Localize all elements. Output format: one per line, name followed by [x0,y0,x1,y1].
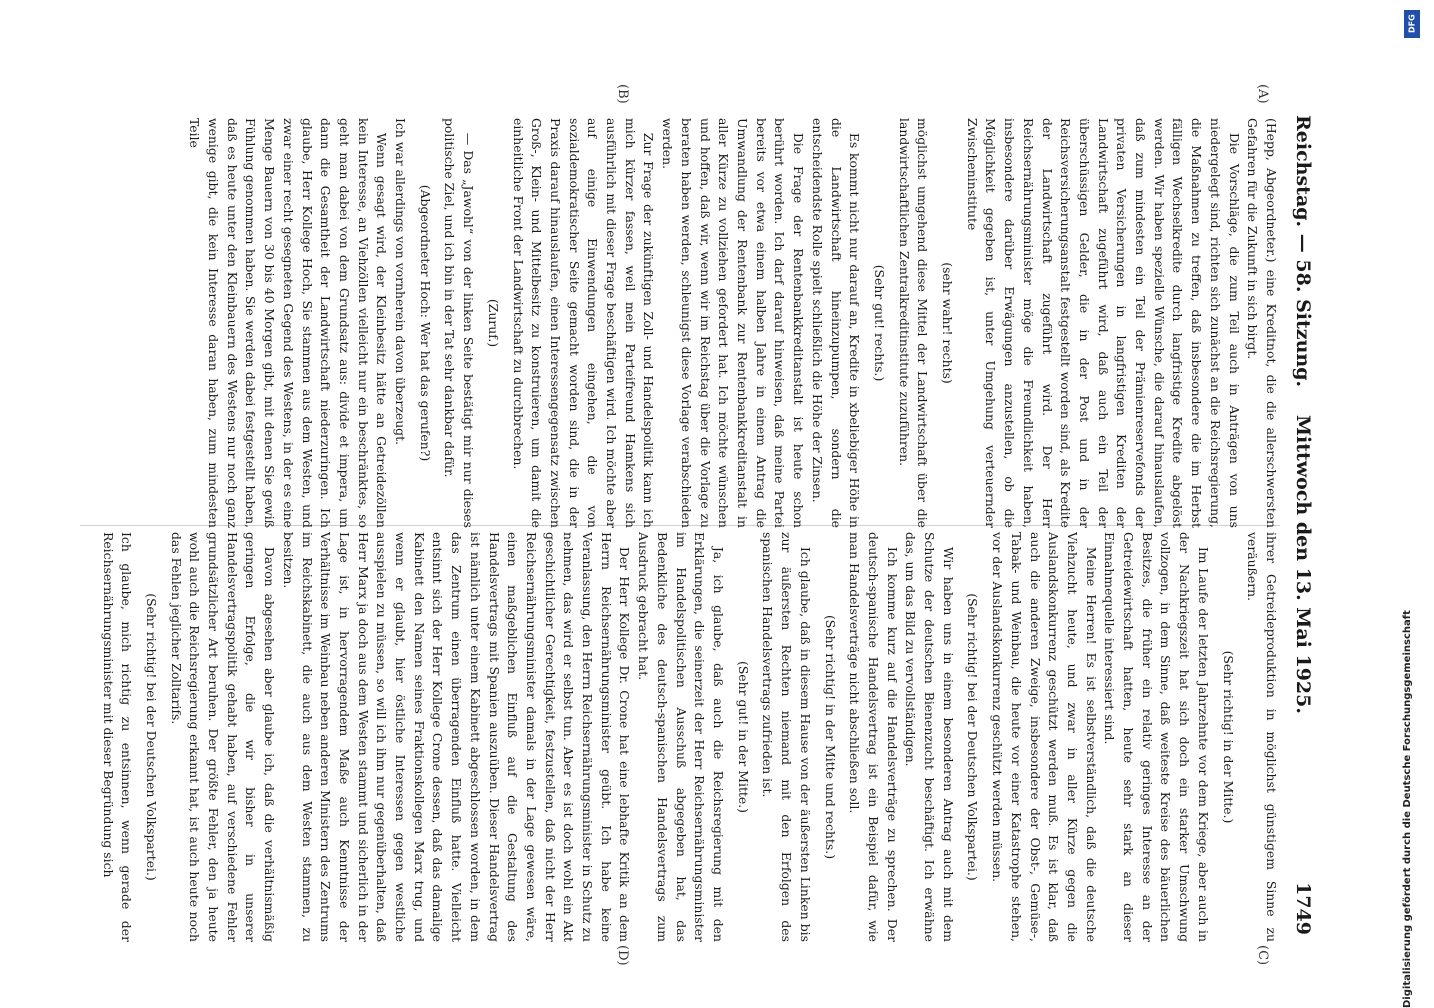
paragraph: Davon abgesehen aber glaube ich, daß die verhältnismäßig geringen Erfolge, die wir bisher in unserer Handelsvertragspolitik gehabt haben, auf verschiedene Fehler grundsätzlicher Art beruhen. Der größte Fehler, den ja heute wohl auch die Reichsregierung erkannt hat, ist auch heute noch das Fehlen jeglicher Zolltarifs. [168,532,278,942]
digitization-credit [1402,8,1424,1008]
paragraph: Die Vorschläge, die zum Teil auch in Anträgen von uns niedergelegt sind, richten sich zunächst an die Reichsregierung, die Maßnahmen zu treffen, daß insbesondere die im Herbst fälligen Wechselkredite durch langfristige Kredite abgelöst werden. Wir haben spezielle Wünsche, die darauf hinauslaufen, daß zum mindesten ein Teil der Prämienreservefonds der privaten Versicherungen in langfristigen Krediten der Landwirtschaft zugeführt wird, daß auch ein Teil der überschüssigen Gelder, die in der Post und in der Reichsversicherungsanstalt festgestellt worden sind, als Kredite der Landwirtschaft zugeführt wird. Der Herr Reichsernährungsminister möge die Freundlichkeit haben, insbesondere darüber Erwägungen anzustellen, ob die Möglichkeit gegeben ist, unter Umgehung verteuernder Zwischeninstitute [964,118,1242,528]
paragraph: Die Frage der Rentenbankkreditanstalt ist heute schon berührt worden. Ich darf darauf hinweisen, daß meine Partei bereits vor etwa einem halben Jahre in einem Antrag die Umwandlung der Rentenbank zur Rentenbankkreditanstalt in aller Kürze zu vollziehen gefordert hat. Ich möchte wünschen und hoffen, daß wir, wenn wir im Reichstag über die Vorlage zu beraten haben werden, schleunigst diese Vorlage verabschieden werden. [660,118,807,528]
paragraph: — Das „Jawohl“ von der linken Seite bestätigt mir nur dieses politische Ziel, und ich bin in der Tat sehr dankbar dafür. [442,118,477,528]
interjection: (Sehr richtig! in der Mitte und rechts.) [822,614,838,860]
paragraph: Ich glaube, mich richtig zu entsinnen, wenn gerade der Reichsernährungsminister mit dieser Begründung sich [100,532,135,942]
interjection: (Sehr richtig! bei der Deutschen Volkspartei.) [965,593,981,881]
margin-mark-d: (D) [615,945,630,966]
margin-mark-c: (C) [1255,945,1270,966]
margin-mark-b: (B) [615,84,630,104]
paragraph: Wir haben uns in einem besonderen Antrag auch mit dem Schutze der deutschen Bienenzucht beschäftigt. Ich erwähne das, um das Bild zu vervollständigen. [903,532,956,942]
interjection: (sehr wahr! rechts) [940,262,956,384]
page-header [1286,115,1322,935]
paragraph: Ich war allerdings von vornherein davon überzeugt. [393,118,409,446]
page-number: 1749 [1292,882,1314,935]
interjection: (Sehr richtig! in der Mitte.) [1220,650,1236,824]
paragraph: Ja, ich glaube, daß auch die Reichsregierung mit den Erklärungen, die seinerzeit der Herr Reichsernährungsminister im Handelspolitischen Ausschuß abgegeben hat, das Bedenkliche des deutsch-spanischen Handelsvertrags zum Ausdruck gebracht hat. [636,532,727,942]
paragraph: Es kommt nicht nur darauf an, Kredite in xbeliebiger Höhe in die Landwirtschaft hineinzupumpen, sondern die entscheidendste Rolle spielt schließlich die Höhe der Zinsen. [809,118,863,528]
rotated-document-page [10,0,1330,1000]
paragraph: Ich glaube, daß in diesem Hause von der äußersten Linken bis zur äußersten Rechten niemand mit den Erfolgen des spanischen Handelsvertrags zufrieden ist. [760,532,813,942]
paragraph: Zur Frage der zukünftigen Zoll- und Handelspolitik kann ich mich kürzer fassen, weil mein Parteifreund Hamkens sich ausführlich mit dieser Frage beschäftigen wird. Ich möchte aber auf einige Einwendungen eingehen, die von sozialdemokratischer Seite gemacht worden sind, die in der Praxis darauf hinauslaufen, einen Interessengegensatz zwischen Groß-, Klein- und Mittelbesitz zu konstruieren, um damit die einheitliche Front der Landwirtschaft zu durchbrechen. [510,118,657,528]
margin-mark-a: (A) [1255,84,1270,104]
paragraph: Der Herr Kollege Dr. Crone hat eine lebhafte Kritik an dem Herrn Reichsernährungsminister geübt. Ich habe keine Veranlassung, den Herrn Reichsernährungsminister in Schutz zu nehmen, das wird er selbst tun. Aber es ist doch wohl ein Akt geschichtlicher Gerechtigkeit, festzustellen, daß nicht der Herr Reichsernährungsminister damals in der Lage gewesen wäre, einen maßgeblichen Einfluß auf die Gestaltung des Handelsvertrags mit Spanien auszuüben. Dieser Handelsvertrag ist nämlich unter einem Kabinett abgeschlossen worden, in dem das Zentrum einen überragenden Einfluß hatte. Vielleicht entsinnt sich der Herr Kollege Crone dessen, daß das damalige Kabinett den Namen seines Fraktionskollegen Marx trug, und wenn er glaubt, hier östliche Interessen gegen westliche ausspielen zu müssen, so will ich ihm nur gegenüberhalten, daß Herr Marx ja doch aus dem Westen stammt und sicherlich in der Lage ist, in hervorragendem Maße auch Kenntnisse der Verhältnisse im Weinbau neben anderen Ministern des Zentrums im Reichskabinett, die auch aus dem Westen stammen, zu besitzen. [280,532,633,942]
paragraph: Ich komme kurz auf die Handelsverträge zu sprechen. Der deutsch-spanische Handelsvertrag ist ein Beispiel dafür, wie man Handelsverträge nicht abschließen soll. [847,532,900,942]
paragraph: ihrer Getreideproduktion in möglichst günstigem Sinne zu veräußern. [1245,532,1279,942]
paragraph: Im Laufe der letzten Jahrzehnte vor dem Kriege, aber auch in der Nachkriegszeit hat sich doch ein starker Umschwung vollzogen, in dem Sinne, daß weiteste Kreise des bäuerlichen Besitzes, die früher ein relativ geringes Interesse an der Getreidewirtschaft hatten, heute sehr stark an dieser Einnahmequelle interessiert sind. [1102,532,1211,942]
header-session: Reichstag. — 58. Sitzung. [1292,115,1314,388]
interjection: (Sehr richtig! bei der Deutschen Volkspartei.) [143,593,159,881]
header-date: Mittwoch den 13. Mai 1925. [1292,415,1314,714]
interjection: (Abgeordneter Hoch: Wer hat das gerufen?) [417,184,433,462]
interjection: (Sehr gut! in der Mitte.) [735,660,751,814]
paragraph: Meine Herren! Es ist selbstverständlich, daß die deutsche Viehzucht heute, und zwar in aller Kürze gegen die Auslandskonkurrenz geschützt werden muß. Es ist klar, daß auch die anderen Zweige, insbesondere der Obst-, Gemüse-, Tabak- und Weinbau, die heute vor einer Katastrophe stehen, vor der Auslandskonkurrenz geschützt werden müssen. [990,532,1099,942]
paragraph: möglichst umgehend diese Mittel der Landwirtschaft über die landwirtschaftlichen Zentralkreditinstitute zuzuführen. [896,118,931,528]
dfg-logo: DFG [1404,10,1420,38]
right-column [80,532,1280,942]
interjection: (Sehr gut! rechts.) [871,264,887,382]
paragraph: Wenn gesagt wird, der Kleinbesitz hätte an Getreidezöllen kein Interesse, an Viehzöllen vielleicht nur ein beschränktes, so geht man dabei von dem Grundsatz aus: divide et impera, um dann die Gesamtheit der Landwirtschaft niederzuringen. Ich glaube, Herr Kollege Hoch, Sie stammen aus dem Westen, und zwar einer recht gesegneten Gegend des Westens, in der es eine Menge Bauern von 30 bis 40 Morgen gibt, mit denen Sie gewiß Fühlung genommen haben. Sie werden dabei festgestellt haben, daß es heute unter den Kleinbauern des Westens nur noch ganz wenige gibt, die kein Interesse daran haben, zum mindesten Teile [187,118,390,528]
paragraph: (Hepp, Abgeordneter.) eine Kreditnot, die die allerschwersten Gefahren für die Zukunft in sich birgt. [1245,118,1279,528]
credit-text: Digitalisierung gefördert durch die Deutsche Forschungsgemeinschaft [1402,610,1413,1008]
left-column [80,118,1280,528]
interjection: (Zuruf.) [485,298,501,348]
